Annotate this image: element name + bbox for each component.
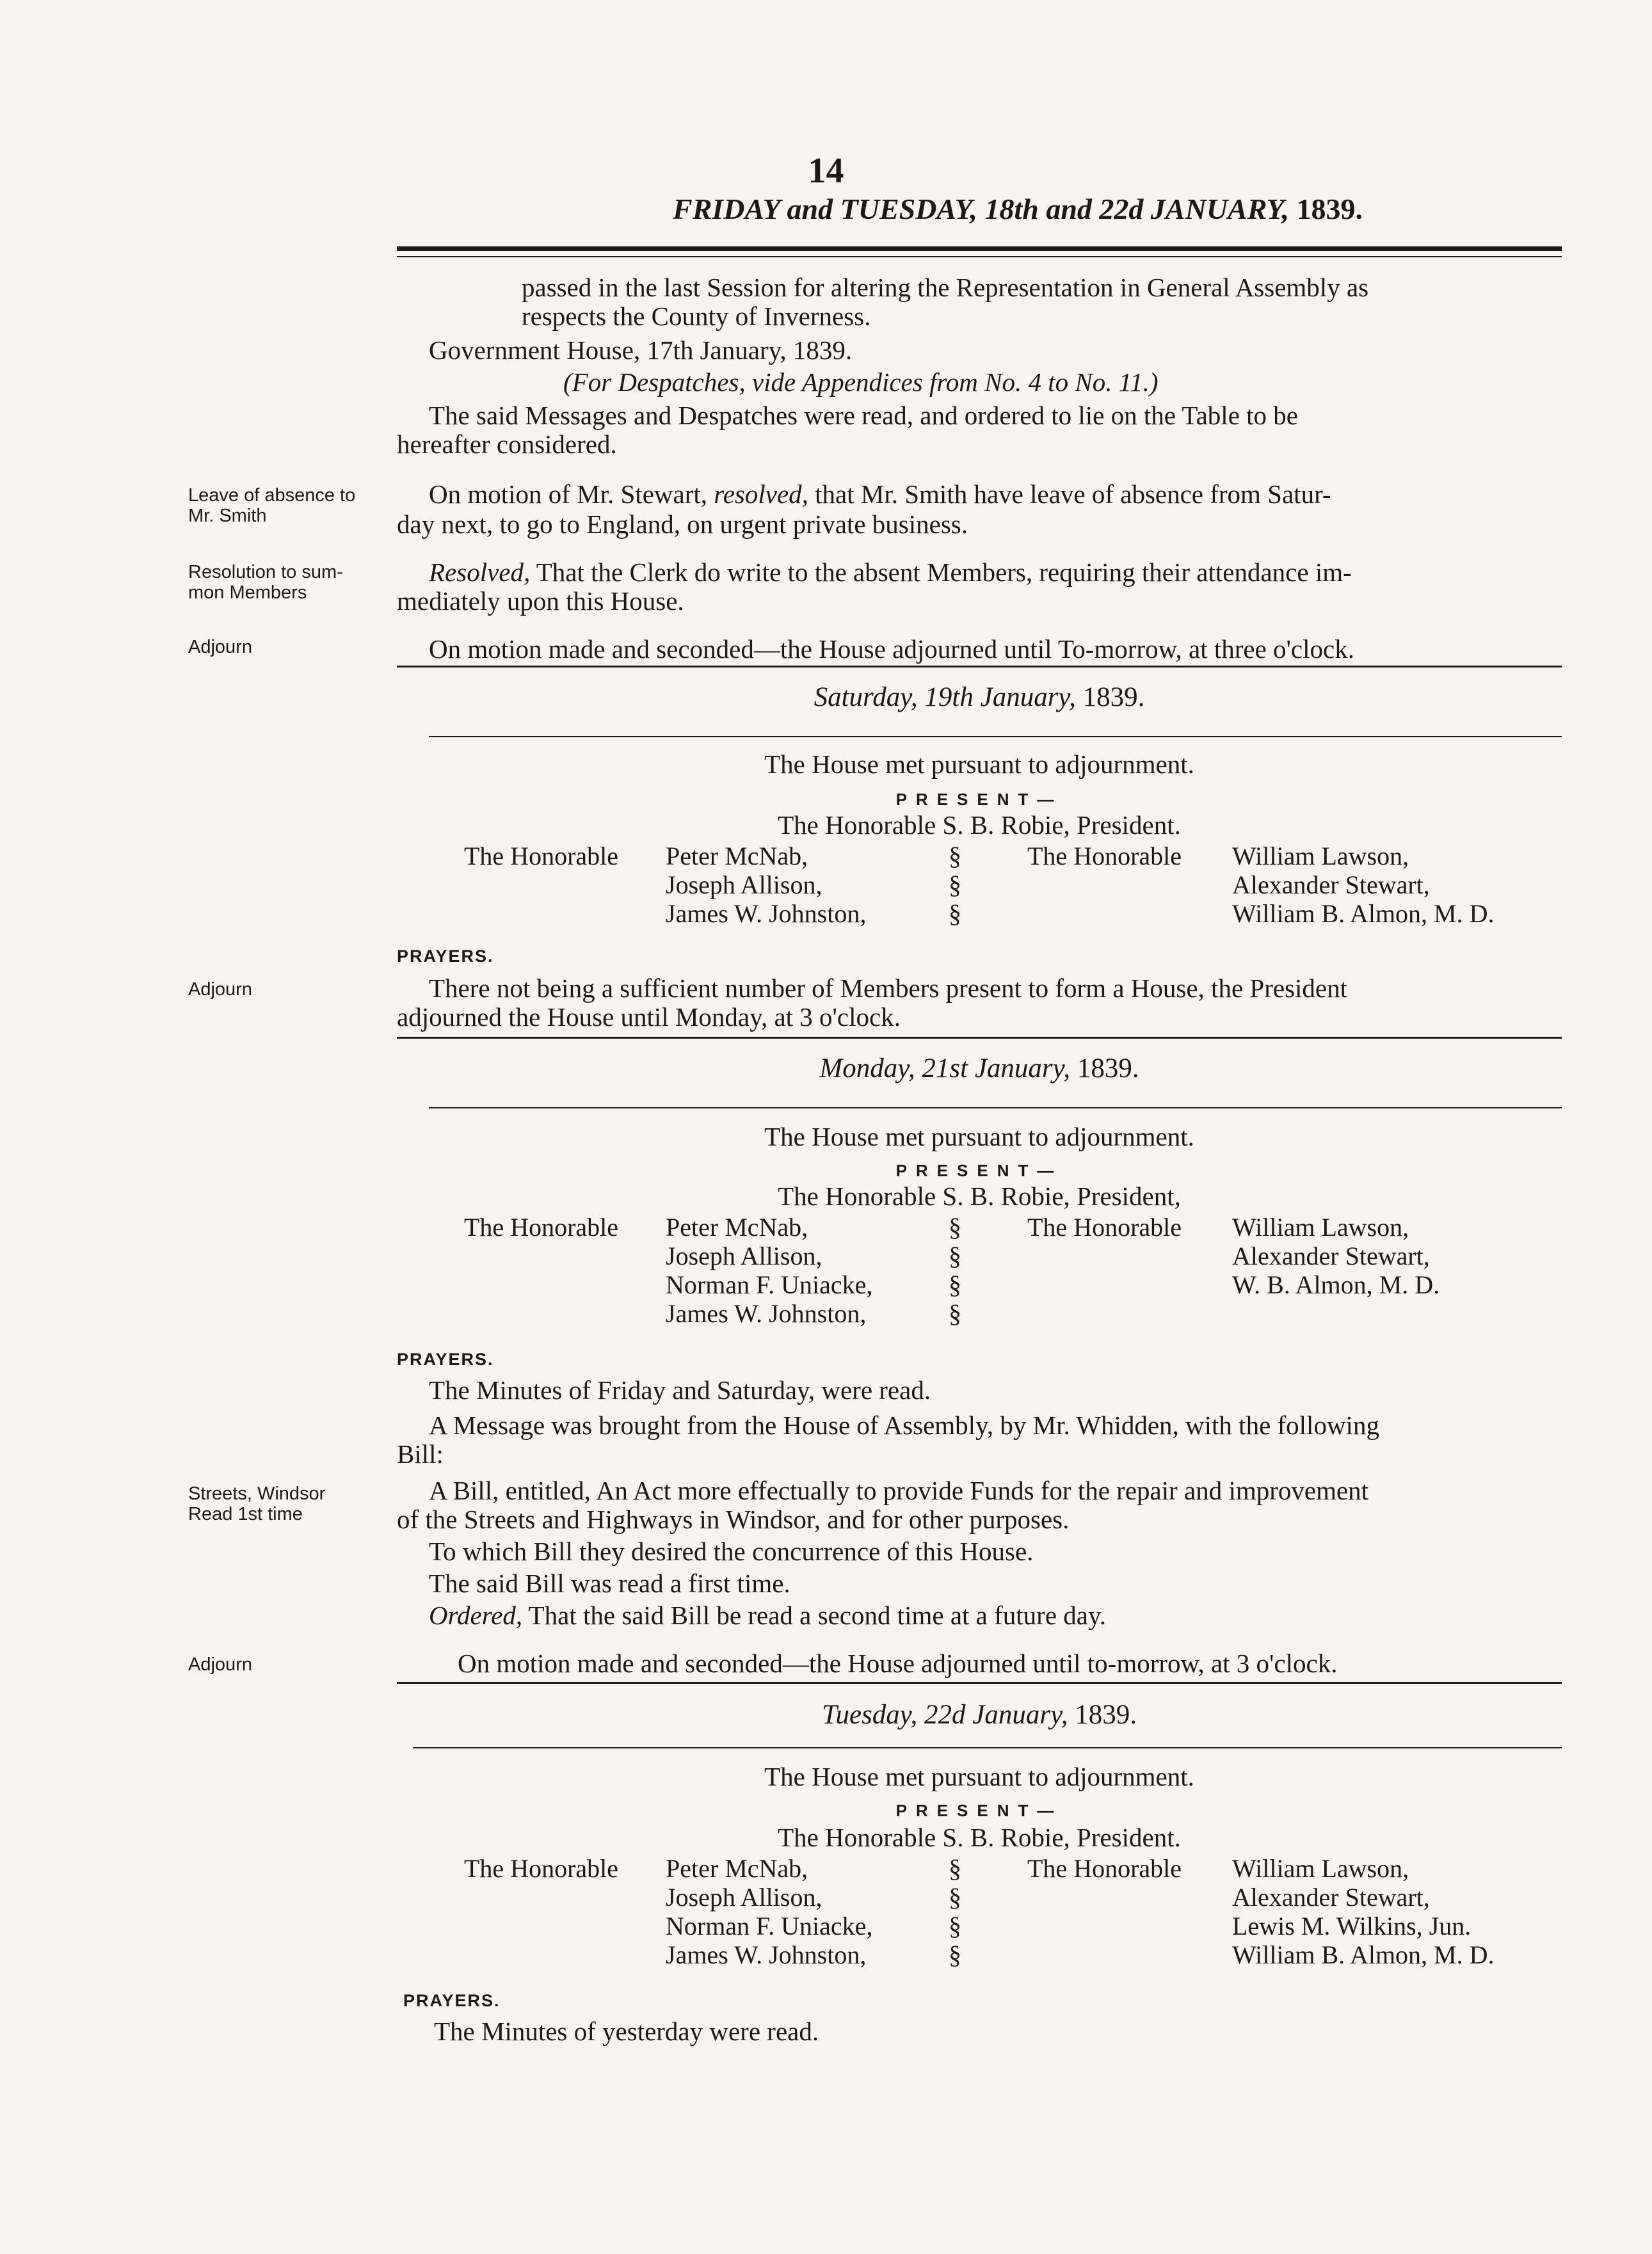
saturday-met: The House met pursuant to adjournment. — [764, 749, 1194, 779]
section-rule — [429, 1107, 1562, 1108]
tuesday-present: PRESENT— — [895, 1801, 1063, 1820]
header-year: 1839. — [1296, 193, 1363, 225]
section-rule — [397, 1682, 1562, 1684]
header-rule-thin — [397, 256, 1562, 257]
saturday-adjourn-line-1: There not being a sufficient number of Members present to form a House, the President — [429, 973, 1347, 1003]
page-number: 14 — [808, 151, 844, 191]
saturday-president: The Honorable S. B. Robie, President. — [778, 810, 1181, 840]
section-marks: § § § § — [949, 1854, 961, 1969]
opening-line-4: (For Despatches, vide Appendices from No. 4 to No. 11.) — [563, 367, 1159, 397]
adjourn-1-text: On motion made and seconded—the House adjourned until To-morrow, at three o'clock. — [429, 634, 1354, 664]
monday-adjourn: On motion made and seconded—the House adjourned until to-morrow, at 3 o'clock. — [458, 1649, 1338, 1678]
page-header — [384, 192, 1651, 226]
section-rule — [397, 1037, 1562, 1039]
tuesday-hon-left: The Honorable — [464, 1854, 619, 1883]
monday-left-names: Peter McNab, Joseph Allison, Norman F. Uniacke, James W. Johnston, — [666, 1213, 873, 1328]
resolution-line-2: mediately upon this House. — [397, 586, 684, 616]
margin-note-streets: Streets, Windsor Read 1st time — [188, 1483, 326, 1524]
date-tuesday: Tuesday, 22d January, 1839. — [821, 1700, 1137, 1730]
monday-hon-right: The Honorable — [1027, 1213, 1182, 1242]
saturday-hon-right: The Honorable — [1027, 842, 1182, 870]
section-rule — [397, 666, 1562, 667]
saturday-hon-left: The Honorable — [464, 842, 619, 870]
opening-line-3: Government House, 17th January, 1839. — [429, 335, 853, 365]
margin-note-adjourn-3: Adjourn — [188, 1654, 252, 1675]
section-rule — [429, 736, 1562, 737]
monday-president: The Honorable S. B. Robie, President, — [778, 1181, 1181, 1211]
monday-bill-line-1: A Bill, entitled, An Act more effectually to provide Funds for the repair and improvement — [429, 1476, 1369, 1505]
opening-line-2: respects the County of Inverness. — [522, 301, 871, 331]
tuesday-minutes: The Minutes of yesterday were read. — [434, 2017, 819, 2046]
monday-message-line-1: A Message was brought from the House of Assembly, by Mr. Whidden, with the following — [429, 1411, 1379, 1440]
monday-bill-line-2: of the Streets and Highways in Windsor, and for other purposes. — [397, 1505, 1070, 1534]
monday-right-names: William Lawson, Alexander Stewart, W. B. Almon, M. D. — [1232, 1213, 1440, 1299]
opening-line-1: passed in the last Session for altering the Representation in General Assembly as — [522, 273, 1369, 302]
resolution-line-1: Resolved, That the Clerk do write to the absent Members, requiring their attendance im- — [429, 557, 1352, 587]
section-marks: § § § § — [949, 1213, 961, 1328]
saturday-right-names: William Lawson, Alexander Stewart, William B. Almon, M. D. — [1232, 842, 1495, 928]
tuesday-hon-right: The Honorable — [1027, 1854, 1182, 1883]
saturday-left-names: Peter McNab, Joseph Allison, James W. Johnston, — [666, 842, 867, 928]
header-dates: 18th and 22d JANUARY, — [984, 193, 1289, 225]
section-rule — [413, 1747, 1562, 1748]
monday-message-line-2: Bill: — [397, 1439, 444, 1469]
tuesday-met: The House met pursuant to adjournment. — [764, 1762, 1194, 1791]
leave-line-2: day next, to go to England, on urgent private business. — [397, 509, 968, 539]
monday-prayers: PRAYERS. — [397, 1350, 494, 1369]
date-monday: Monday, 21st January, 1839. — [819, 1053, 1139, 1083]
header-rule — [397, 246, 1562, 251]
monday-minutes: The Minutes of Friday and Saturday, were read. — [429, 1375, 931, 1405]
monday-read-first: The said Bill was read a first time. — [429, 1569, 790, 1598]
opening-line-5: The said Messages and Despatches were read, and ordered to lie on the Table to be — [429, 401, 1298, 430]
tuesday-left-names: Peter McNab, Joseph Allison, Norman F. Uniacke, James W. Johnston, — [666, 1854, 873, 1969]
opening-line-6: hereafter considered. — [397, 429, 617, 459]
margin-note-leave: Leave of absence to Mr. Smith — [188, 485, 356, 526]
margin-note-adjourn-1: Adjourn — [188, 637, 252, 657]
margin-note-adjourn-2: Adjourn — [188, 979, 252, 1000]
tuesday-right-names: William Lawson, Alexander Stewart, Lewis M. Wilkins, Jun. William B. Almon, M. D. — [1232, 1854, 1495, 1969]
saturday-adjourn-line-2: adjourned the House until Monday, at 3 o'clock. — [397, 1002, 901, 1032]
section-marks: § § § — [949, 842, 961, 928]
margin-note-resolution: Resolution to sum- mon Members — [188, 562, 343, 603]
monday-present: PRESENT— — [895, 1161, 1063, 1180]
leave-line-1: On motion of Mr. Stewart, resolved, that Mr. Smith have leave of absence from Satur- — [429, 479, 1331, 509]
header-days: FRIDAY and TUESDAY, — [673, 193, 977, 225]
monday-concurrence: To which Bill they desired the concurrence of this House. — [429, 1537, 1034, 1566]
monday-hon-left: The Honorable — [464, 1213, 619, 1242]
tuesday-president: The Honorable S. B. Robie, President. — [778, 1823, 1181, 1852]
saturday-prayers: PRAYERS. — [397, 947, 494, 966]
monday-met: The House met pursuant to adjournment. — [764, 1122, 1194, 1151]
monday-ordered: Ordered, That the said Bill be read a second time at a future day. — [429, 1601, 1107, 1630]
saturday-present: PRESENT— — [895, 790, 1063, 809]
tuesday-prayers: PRAYERS. — [403, 1991, 501, 2010]
date-saturday: Saturday, 19th January, 1839. — [814, 682, 1145, 712]
